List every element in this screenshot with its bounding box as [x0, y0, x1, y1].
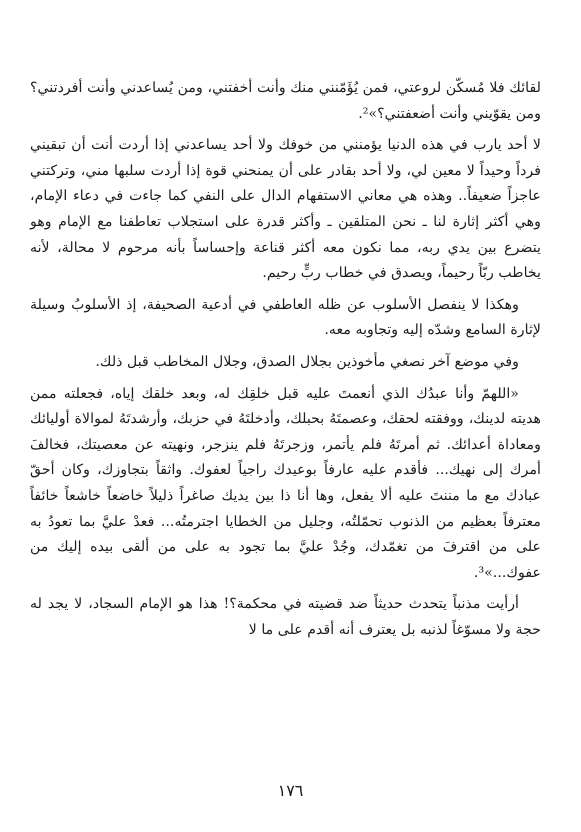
paragraph-4: وفي موضع آخر نصغي مأخوذين بجلال الصدق، وجلال المخاطب قبل ذلك.: [95, 353, 519, 370]
paragraph-3: وهكذا لا ينفصل الأسلوب عن ظله العاطفي في أدعية الصحيفة، إذ الأسلوبُ وسيلة لإثارة السامع وشدّه إليه وتجاوبه معه.: [30, 296, 541, 339]
paragraph-2: لا أحد يارب في هذه الدنيا يؤمنني من خوفك ولا أحد يساعدني إذا أردت أنت أن تبقيني فرداً وحيداً لا معين لي، ولا أحد بقادر على أن يمنحني قوة إذا أردت سلبها مني، وتركتني عاجزاً ضعيفاً.. وهذه هي معاني الاستفهام الدال على النفي كما جاءت في دعاء الإمام، وهي أكثر إثارة لنا ـ نحن المتلقين ـ وأكثر قدرة على استجلاب تعاطفنا مع الإمام وهو يتضرع بين يدي ربه، مما نكون معه أكثر قناعة وإحساساً بأنه مرحوم لا محالة، لأنه يخاطب ربّاً رحيماً، ويصدق في خطاب ربٍّ رحيم.: [30, 137, 541, 282]
paragraph-5-quote: «اللهمّ وأنا عبدُك الذي أنعمتَ عليه قبل خلقِك له، وبعد خلقك إياه، فجعلته ممن هديته لدينك، ووفقته لحقك، وعصمتَهُ بحبلك، وأدخلتَهُ في حزبك، وأرشدتَهُ لموالاة أوليائك ومعاداة أعدائك. ثم أمرتَهُ فلم يأتمر، وزجرتَهُ فلم ينزجر، ونهيته عن معصيتك، فخالفَ أمرك إلى نهيك... فأقدم عليه عارفاً بوعيدك راجياً لعفوك. واثقاً بتجاوزك، وكان أحقّ عبادك مع ما مننتَ عليه ألا يفعل، وها أنا ذا بين يديك صاغراً ذليلاً خاضعاً خاشعاً خائفاً معترفاً بعظيم من الذنوب تحمّلتُه، وجليل من الخطايا اجترمتُه... فعدْ عليَّ بما تعودُ به على من اقترفَ من تغمّدك، وجُدْ عليَّ بما تجود به على من ألقى بيده إليك من عفوك...»³.: [30, 385, 541, 581]
body-text: [30, 76, 541, 649]
paragraph-1: لقائك فلا مُسكّن لروعتي، فمن يُؤَمّنني منك وأنت أخفتني، ومن يُساعدني وأنت أفردتني؟ ومن يقوّيني وأنت أضعفتني؟»².: [30, 80, 541, 122]
page-number: ١٧٦: [277, 781, 304, 800]
paragraph-6: أرأيت مذنباً يتحدث حديثاً ضد قضيته في محكمة؟! هذا هو الإمام السجاد، لا يجد له حجة ولا مسوّغاً لذنبه بل يعترف أنه أقدم على ما لا: [30, 596, 541, 638]
